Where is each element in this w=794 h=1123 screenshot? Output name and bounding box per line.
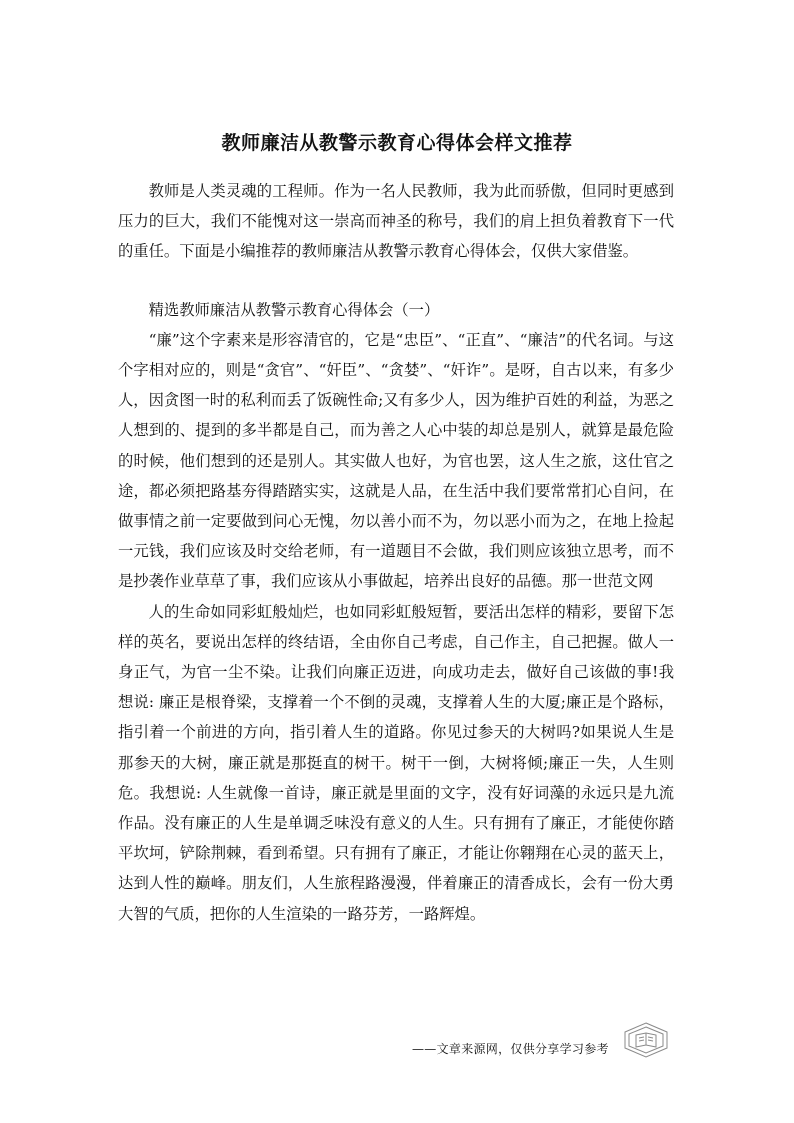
document-title: 教师廉洁从教警示教育心得体会样文推荐: [221, 132, 573, 154]
body-paragraph-2: 人的生命如同彩虹般灿烂，也如同彩虹般短暂，要活出怎样的精彩，要留下怎样的英名，要说出怎样的终结语，全由你自己考虑，自己作主，自己把握。做人一身正气，为官一尘不染。让我们向廉正迈进，向成功走去，做好自己该做的事!我想说: 廉正是根脊梁，支撑着一个不倒的灵魂，支撑着人生的大厦;廉正是个路标，指引着一个前进的方向，指引着人生的道路。你见过参天的大树吗?如果说人生是那参天的大树，廉正就是那挺直的树干。树干一倒，大树将倾;廉正一失，人生则危。我想说: 人生就像一首诗，廉正就是里面的文字，没有好词藻的永远只是九流作品。没有廉正的人生是单调乏味没有意义的人生。只有拥有了廉正，才能使你踏平坎坷，铲除荆棘，看到希望。只有拥有了廉正，才能让你翱翔在心灵的蓝天上，达到人性的巅峰。朋友们，人生旅程路漫漫，伴着廉正的清香成长，会有一份大勇大智的气质，把你的人生渲染的一路芬芳，一路辉煌。: [118, 602, 674, 923]
book-emblem-icon: [624, 1022, 668, 1058]
section-heading: 精选教师廉洁从教警示教育心得体会（一）: [148, 300, 440, 319]
document-body: [118, 176, 674, 929]
source-footer: ——文章来源网，仅供分享学习参考: [412, 1042, 609, 1056]
paragraph-gap: [118, 267, 674, 295]
intro-paragraph: 教师是人类灵魂的工程师。作为一名人民教师，我为此而骄傲，但同时更感到压力的巨大，我们不能愧对这一崇高而神圣的称号，我们的肩上担负着教育下一代的重任。下面是小编推荐的教师廉洁从教警示教育心得体会，仅供大家借鉴。: [118, 182, 674, 261]
body-paragraph-1: “廉”这个字素来是形容清官的，它是“忠臣”、“正直”、“廉洁”的代名词。与这个字相对应的，则是“贪官”、“奸臣”、“贪婪”、“奸诈”。是呀，自古以来，有多少人，因贪图一时的私利而丢了饭碗性命;又有多少人，因为维护百姓的利益，为恶之人想到的、提到的多半都是自己，而为善之人心中装的却总是别人，就算是最危险的时候，他们想到的还是别人。其实做人也好，为官也罢，这人生之旅，这仕官之途，都必须把路基夯得踏踏实实，这就是人品，在生活中我们要常常扪心自问，在做事情之前一定要做到问心无愧，勿以善小而不为，勿以恶小而为之，在地上捡起一元钱，我们应该及时交给老师，有一道题目不会做，我们则应该独立思考，而不是抄袭作业草草了事，我们应该从小事做起，培养出良好的品德。那一世范文网: [118, 330, 674, 591]
